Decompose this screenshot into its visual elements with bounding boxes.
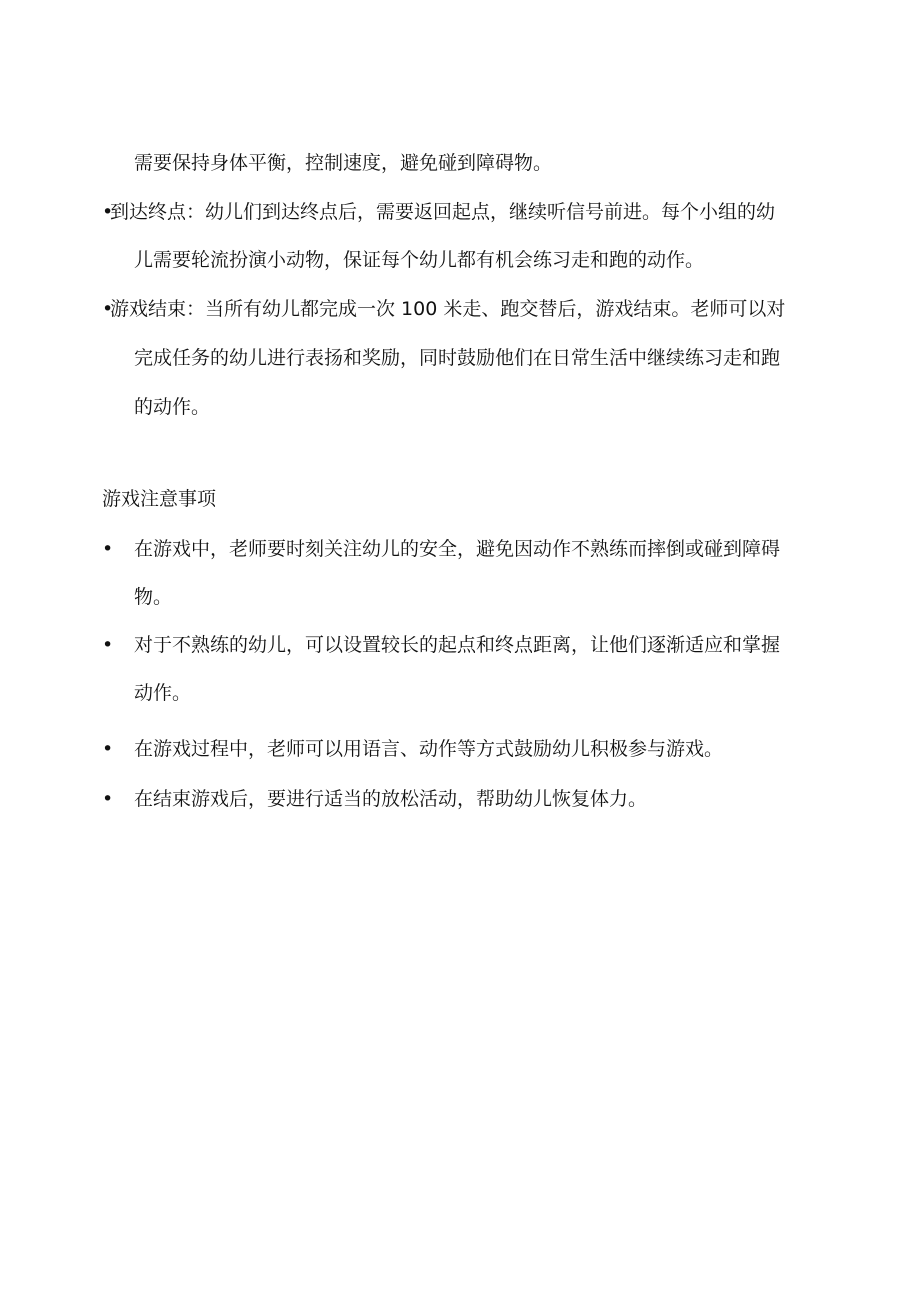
step-line: 游戏结束：当所有幼儿都完成一次 100 米走、跑交替后，游戏结束。老师可以对 <box>110 298 786 320</box>
step-item-arrive <box>102 200 775 224</box>
note-line: 在结束游戏后，要进行适当的放松活动，帮助幼儿恢复体力。 <box>134 788 648 810</box>
note-line: 对于不熟练的幼儿，可以设置较长的起点和终点距离，让他们逐渐适应和掌握 <box>134 634 781 656</box>
bullet-marker: • <box>102 201 114 223</box>
bullet-marker: • <box>102 298 114 320</box>
continuation-text: 需要保持身体平衡，控制速度，避免碰到障碍物。 <box>134 152 553 174</box>
step-line: 完成任务的幼儿进行表扬和奖励，同时鼓励他们在日常生活中继续练习走和跑 <box>134 347 781 369</box>
note-line: 动作。 <box>134 682 192 704</box>
bullet-marker: • <box>102 788 114 810</box>
step-line: 的动作。 <box>134 396 211 418</box>
bullet-marker: • <box>102 538 114 560</box>
note-line: 在游戏过程中，老师可以用语言、动作等方式鼓励幼儿积极参与游戏。 <box>134 738 724 760</box>
note-line: 在游戏中，老师要时刻关注幼儿的安全，避免因动作不熟练而摔倒或碰到障碍 <box>134 538 781 560</box>
section-heading: 游戏注意事项 <box>102 488 217 510</box>
bullet-marker: • <box>102 634 114 656</box>
step-item-end <box>102 297 785 321</box>
note-line: 物。 <box>134 586 173 608</box>
step-line: 到达终点：幼儿们到达终点后，需要返回起点，继续听信号前进。每个小组的幼 <box>110 201 776 223</box>
bullet-marker: • <box>102 738 114 760</box>
step-line: 儿需要轮流扮演小动物，保证每个幼儿都有机会练习走和跑的动作。 <box>134 249 705 271</box>
